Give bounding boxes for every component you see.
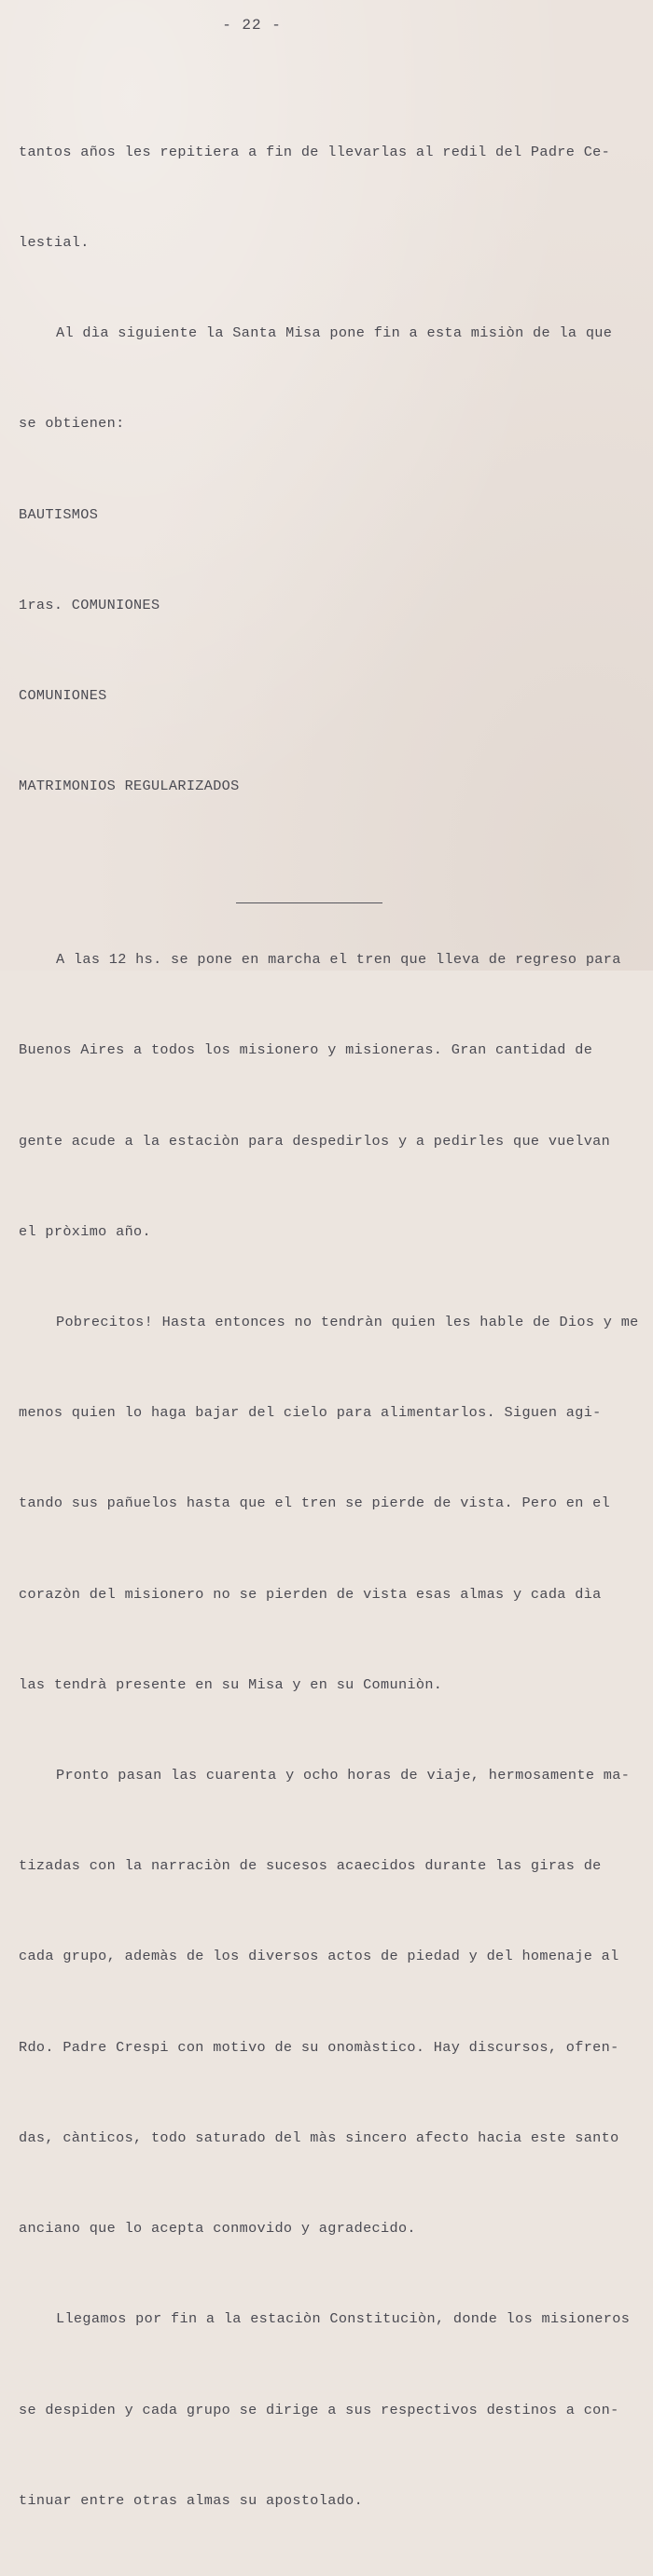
text-line: las tendrà presente en su Misa y en su Comuniòn. [19, 1675, 443, 1693]
text-line: el pròximo año. [19, 1222, 151, 1240]
text-line: Llegamos por fin a la estaciòn Constituciòn, donde los misioneros [56, 2310, 631, 2328]
text-line: tantos años les repitiera a fin de llevarlas al redil del Padre Ce- [19, 143, 611, 160]
text-line: das, cànticos, todo saturado del màs sincero afecto hacia este santo [19, 2128, 619, 2146]
sacrament-item: BAUTISMOS [19, 505, 99, 523]
sacrament-item: 1ras. COMUNIONES [19, 596, 160, 613]
text-line: corazòn del misionero no se pierden de vista esas almas y cada dìa [19, 1585, 602, 1603]
text-line: gente acude a la estaciòn para despedirlos y a pedirles que vuelvan [19, 1132, 611, 1150]
text-line: Pobrecitos! Hasta entonces no tendràn quien les hable de Dios y me [56, 1314, 639, 1331]
text-line: tinuar entre otras almas su apostolado. [19, 2491, 364, 2509]
text-line: se despiden y cada grupo se dirige a sus respectivos destinos a con- [19, 2401, 619, 2418]
text-line: tizadas con la narraciòn de sucesos acaecidos durante las giras de [19, 1857, 602, 1875]
text-line: Buenos Aires a todos los misionero y misioneras. Gran cantidad de [19, 1041, 593, 1059]
text-line: Pronto pasan las cuarenta y ocho horas de viaje, hermosamente ma- [56, 1767, 631, 1784]
closing-rule [236, 902, 382, 903]
text-line: menos quien lo haga bajar del cielo para alimentarlos. Siguen agi- [19, 1404, 602, 1422]
text-line: lestial. [19, 234, 90, 252]
text-line: anciano que lo acepta conmovido y agradecido. [19, 2220, 416, 2238]
text-line: cada grupo, ademàs de los diversos actos de piedad y del homenaje al [19, 1948, 619, 1965]
sacrament-item: COMUNIONES [19, 687, 107, 705]
text-line: Rdo. Padre Crespi con motivo de su onomàstico. Hay discursos, ofren- [19, 2038, 619, 2056]
body-text [19, 76, 638, 2576]
text-line: Al dìa siguiente la Santa Misa pone fin a esta misiòn de la que [56, 324, 613, 342]
text-line: tando sus pañuelos hasta que el tren se pierde de vista. Pero en el [19, 1495, 611, 1512]
text-line: se obtienen: [19, 415, 125, 433]
text-line: A las 12 hs. se pone en marcha el tren que lleva de regreso para [56, 951, 621, 969]
page-number: - 22 - [222, 17, 282, 34]
sacrament-item: MATRIMONIOS REGULARIZADOS [19, 778, 240, 795]
